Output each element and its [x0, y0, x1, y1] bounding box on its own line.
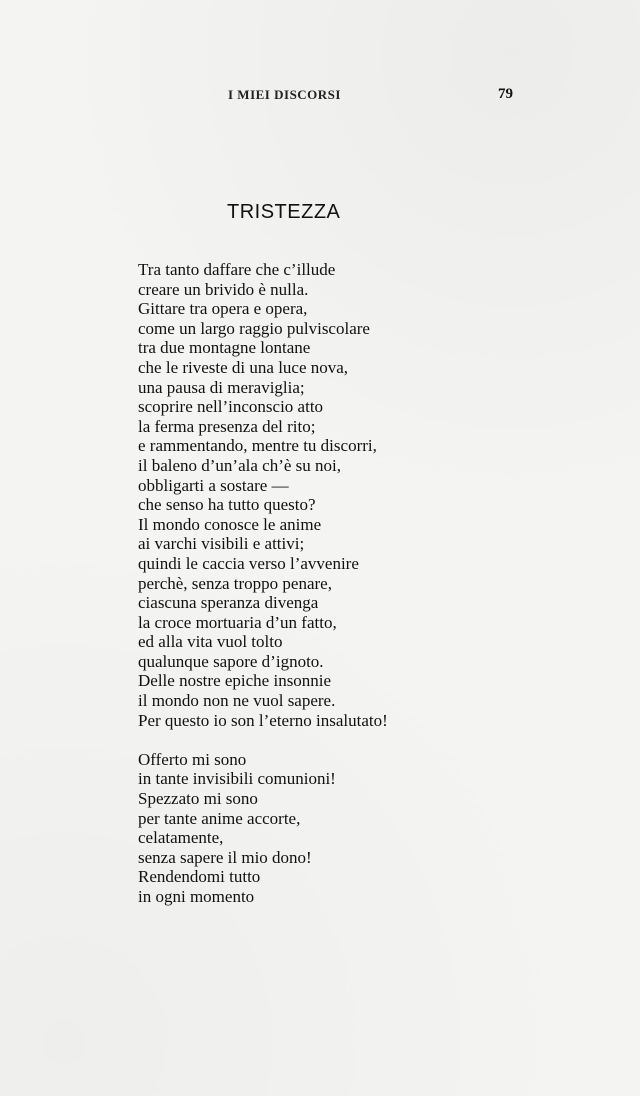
- poem-line: tra due montagne lontane: [138, 338, 311, 358]
- poem-line: una pausa di meraviglia;: [138, 377, 305, 397]
- poem-line: e rammentando, mentre tu discorri,: [138, 436, 377, 456]
- poem-line: in tante invisibili comunioni!: [138, 769, 336, 789]
- poem-body: [138, 260, 438, 907]
- poem-line: la ferma presenza del rito;: [138, 416, 316, 436]
- poem-line: creare un brivido è nulla.: [138, 279, 309, 299]
- poem-line: perchè, senza troppo penare,: [138, 573, 332, 593]
- poem-line: Spezzato mi sono: [138, 789, 258, 809]
- stanza-2: [138, 750, 438, 907]
- poem-line: in ogni momento: [138, 887, 255, 906]
- poem-line: Il mondo conosce le anime: [138, 514, 322, 534]
- poem-line: senza sapere il mio dono!: [138, 847, 312, 867]
- poem-line: Delle nostre epiche insonnie: [138, 671, 332, 691]
- poem-line: ed alla vita vuol tolto: [138, 632, 283, 652]
- poem-line: ciascuna speranza divenga: [138, 593, 319, 613]
- poem-line: Offerto mi sono: [138, 749, 247, 769]
- poem-line: celatamente,: [138, 828, 224, 848]
- running-head: I MIEI DISCORSI: [228, 87, 341, 102]
- poem-line: Per questo io son l’eterno insalutato!: [138, 710, 388, 730]
- poem-line: che le riveste di una luce nova,: [138, 357, 349, 377]
- page-number: 79: [498, 86, 513, 102]
- poem-title: TRISTEZZA: [227, 201, 341, 223]
- poem-line: la croce mortuaria d’un fatto,: [138, 612, 337, 632]
- poem-line: ai varchi visibili e attivi;: [138, 534, 305, 554]
- poem-line: come un largo raggio pulviscolare: [138, 318, 370, 338]
- poem-line: Tra tanto daffare che c’illude: [138, 260, 336, 279]
- poem-line: qualunque sapore d’ignoto.: [138, 651, 324, 671]
- poem-line: scoprire nell’inconscio atto: [138, 397, 324, 417]
- poem-line: quindi le caccia verso l’avvenire: [138, 553, 359, 573]
- poem-line: che senso ha tutto questo?: [138, 495, 316, 515]
- poem-line: per tante anime accorte,: [138, 808, 301, 828]
- poem-line: obbligarti a sostare —: [138, 475, 289, 495]
- poem-line: Gittare tra opera e opera,: [138, 299, 308, 319]
- poem-line: Rendendomi tutto: [138, 867, 261, 887]
- poem-line: il mondo non ne vuol sapere.: [138, 691, 336, 711]
- poem-line: il baleno d’un’ala ch’è su noi,: [138, 455, 341, 475]
- stanza-1: [138, 260, 438, 730]
